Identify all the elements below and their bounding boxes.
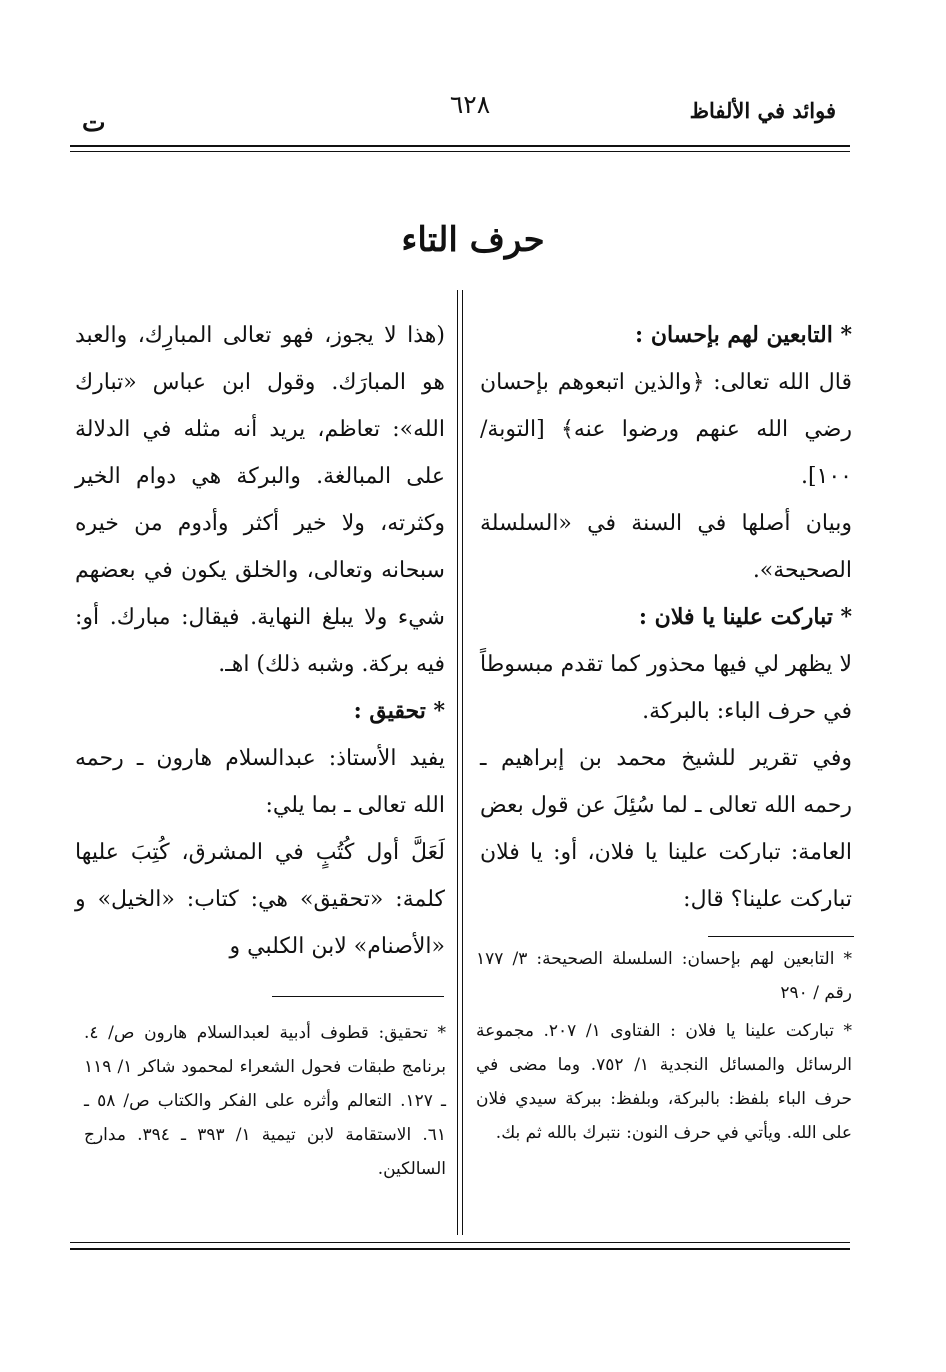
paragraph: قال الله تعالى: ﴿والذين اتبعوهم بإحسان رضي الله عنهم ورضوا عنه﴾ [التوبة/ ١٠٠].: [480, 370, 852, 489]
footnote: * تحقيق: قطوف أدبية لعبدالسلام هارون ص/ ٤. برنامج طبقات فحول الشعراء لمحمود شاكر ١/ ١١٩ ـ ١٢٧. التعالم وأثره على الفكر والكتاب ص/ ٥٨ ـ ٦١. الاستقامة لابن تيمية ١/ ٣٩٣ ـ ٣٩٤. مدارج السالكين.: [84, 1023, 446, 1179]
footnotes-right: [476, 942, 852, 1150]
header-rule-thin: [70, 151, 850, 152]
column-divider: [457, 290, 458, 1235]
running-title: فوائد في الألفاظ: [689, 98, 836, 123]
footnote: * التابعين لهم بإحسان: السلسلة الصحيحة: ٣/ ١٧٧ رقم / ٢٩٠: [476, 949, 852, 1003]
paragraph: (هذا لا يجوز، فهو تعالى المبارِك، والعبد هو المبارَك. وقول ابن عباس «تبارك الله»: تعاظم، يريد أنه مثله في الدلالة على المبالغة. والبركة هي دوام الخير وكثرته، ولا خير أكثر وأدوم من خيره سبحانه وتعالى، والخلق يكون في بعضهم شيء ولا يبلغ النهاية. فيقال: مبارك. أو: فيه بركة. وشبه ذلك) اهـ.: [75, 323, 445, 677]
paragraph: لَعَلَّ أول كُتُبٍ في المشرق، كُتِبَ عليها كلمة: «تحقيق» هي: كتاب: «الخيل» و «الأصنام» لابن الكلبي و: [75, 840, 445, 959]
footer-rule: [70, 1248, 850, 1250]
footnote: * تباركت علينا يا فلان : الفتاوى ١/ ٢٠٧. مجموعة الرسائل والمسائل النجدية ١/ ٧٥٢. وما مضى في حرف الباء بلفظ: بالبركة، وبلفظ: ببركة سيدي فلان على الله. ويأتي في حرف النون: نتبرك بالله ثم بك.: [476, 1021, 853, 1143]
left-column: [75, 312, 445, 970]
entry-heading: * التابعين لهم بإحسان :: [635, 322, 852, 348]
paragraph: وفي تقرير للشيخ محمد بن إبراهيم ـ رحمه الله تعالى ـ لما سُئِلَ عن قول بعض العامة: تباركت علينا يا فلان، أو: يا فلان تباركت علينا؟ قال:: [480, 746, 852, 912]
column-divider-inner: [462, 290, 463, 1235]
header-rule: [70, 145, 850, 147]
footnote-separator: [708, 936, 854, 937]
paragraph: وبيان أصلها في السنة في «السلسلة الصحيحة».: [480, 511, 852, 583]
paragraph: يفيد الأستاذ: عبدالسلام هارون ـ رحمه الله تعالى ـ بما يلي:: [75, 746, 445, 818]
footnotes-left: [84, 1016, 446, 1186]
chapter-heading: حرف التاء: [401, 220, 545, 260]
entry-heading: * تباركت علينا يا فلان :: [638, 604, 852, 630]
footnote-separator: [272, 996, 444, 997]
paragraph: لا يظهر لي فيها محذور كما تقدم مبسوطاً في حرف الباء: بالبركة.: [480, 652, 852, 724]
right-column: [480, 312, 852, 923]
footer-rule-thin: [70, 1242, 850, 1243]
page-number: ٦٢٨: [449, 90, 491, 119]
entry-heading: * تحقيق :: [353, 698, 445, 724]
section-letter: ت: [82, 108, 106, 137]
